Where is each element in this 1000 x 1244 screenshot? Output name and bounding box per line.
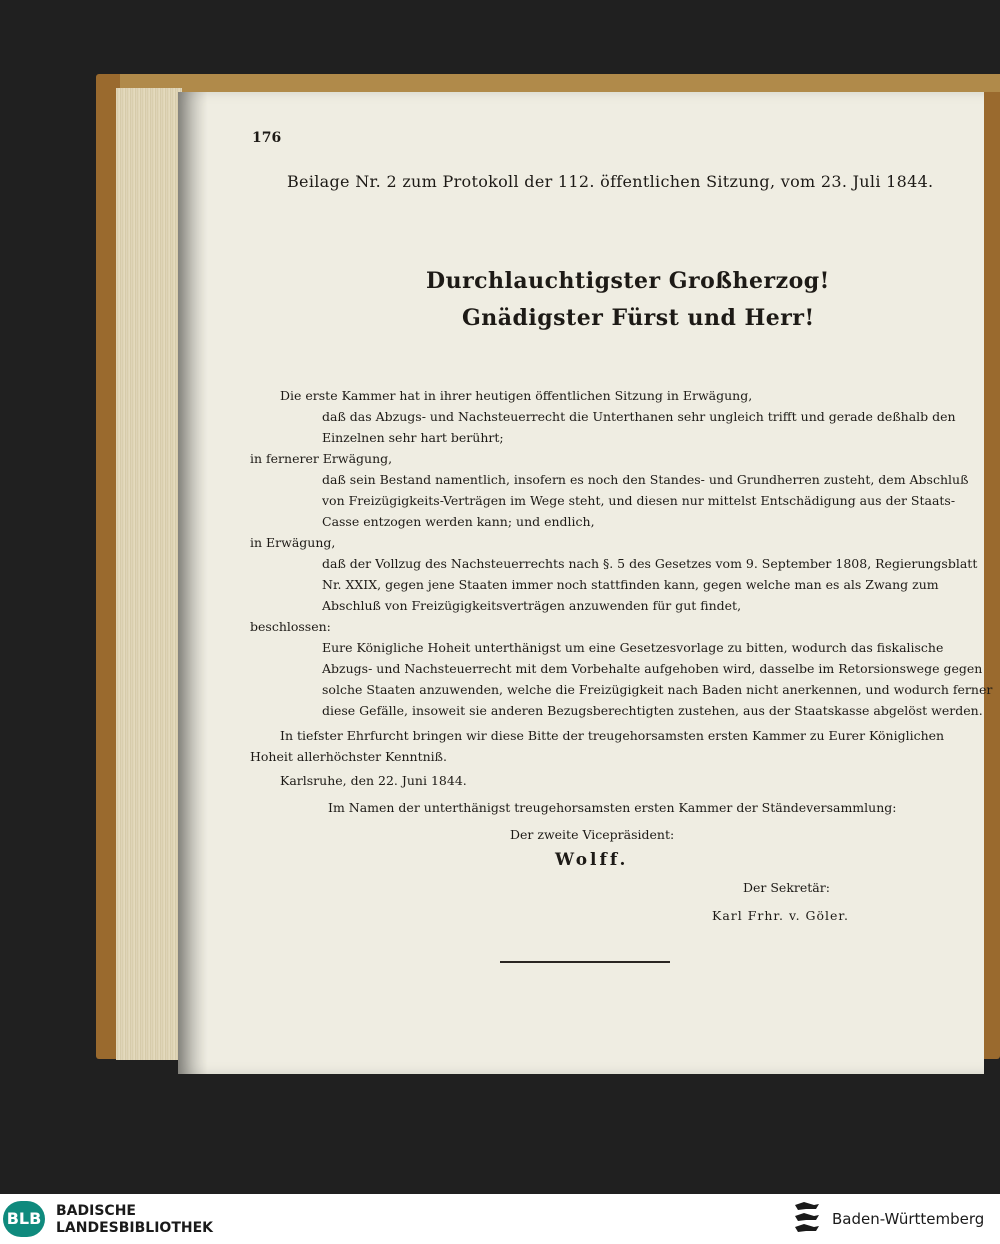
- closing-rule: [500, 961, 670, 963]
- date-line: Karlsruhe, den 22. Juni 1844.: [280, 773, 467, 788]
- library-name[interactable]: [56, 1203, 213, 1237]
- body-line: Im Namen der unterthänigst treugehorsamsten ersten Kammer der Ständeversammlung:: [328, 800, 897, 815]
- body-line: Die erste Kammer hat in ihrer heutigen öffentlichen Sitzung in Erwägung,: [280, 388, 753, 403]
- body-line: von Freizügigkeits-Verträgen im Wege steht, und diesen nur mittelst Entschädigung aus der Staats-: [322, 493, 956, 508]
- body-line: daß sein Bestand namentlich, insofern es noch den Standes- und Grundherren zusteht, dem Abschluß: [322, 472, 969, 487]
- state-name[interactable]: Baden-Württemberg: [832, 1210, 985, 1228]
- body-line: Nr. XXIX, gegen jene Staaten immer noch stattfinden kann, gegen welche man es als Zwang zum: [322, 577, 939, 592]
- body-line: Abschluß von Freizügigkeitsverträgen anzuwenden für gut findet,: [322, 598, 742, 613]
- page-stack: [116, 88, 182, 1060]
- page-number: 176: [252, 130, 282, 146]
- secretary-label: Der Sekretär:: [743, 880, 830, 895]
- body-line: Einzelnen sehr hart berührt;: [322, 430, 504, 445]
- body-line: daß der Vollzug des Nachsteuerrechts nach §. 5 des Gesetzes vom 9. September 1808, Regierungsblatt: [322, 556, 978, 571]
- body-line: in Erwägung,: [250, 535, 336, 550]
- body-line: Eure Königliche Hoheit unterthänigst um eine Gesetzesvorlage zu bitten, wodurch das fiskalische: [322, 640, 944, 655]
- library-name-line-2: LANDESBIBLIOTHEK: [56, 1220, 214, 1236]
- baden-wuerttemberg-lions-icon[interactable]: [792, 1199, 822, 1237]
- salutation-line-2: Gnädigster Fürst und Herr!: [462, 305, 815, 331]
- signature-goeler: Karl Frhr. v. Göler.: [712, 908, 849, 923]
- body-line: Abzugs- und Nachsteuerrecht mit dem Vorbehalte aufgehoben wird, dasselbe im Retorsionswege gegen: [322, 661, 983, 676]
- body-line: Casse entzogen werden kann; und endlich,: [322, 514, 595, 529]
- body-line: daß das Abzugs- und Nachsteuerrecht die Unterthanen sehr ungleich trifft und gerade deßhalb den: [322, 409, 956, 424]
- body-line: beschlossen:: [250, 619, 331, 634]
- body-line: solche Staaten anzuwenden, welche die Freizügigkeit nach Baden nicht anerkennen, und wodurch ferner: [322, 682, 993, 697]
- body-line: diese Gefälle, insoweit sie anderen Bezugsberechtigten zustehen, aus der Staatskasse abgelöst werden.: [322, 703, 983, 718]
- salutation-line-1: Durchlauchtigster Großherzog!: [426, 268, 830, 294]
- page-header: Beilage Nr. 2 zum Protokoll der 112. öffentlichen Sitzung, vom 23. Juli 1844.: [287, 172, 934, 191]
- spine-shadow: [178, 92, 208, 1074]
- signature-wolff: Wolff.: [555, 850, 629, 870]
- book-cover-edge: [120, 74, 1000, 92]
- blb-logo-icon[interactable]: BLB: [3, 1201, 45, 1237]
- library-name-line-1: BADISCHE: [56, 1203, 136, 1219]
- body-line: Hoheit allerhöchster Kenntniß.: [250, 749, 447, 764]
- body-line: in fernerer Erwägung,: [250, 451, 393, 466]
- body-line: In tiefster Ehrfurcht bringen wir diese Bitte der treugehorsamsten ersten Kammer zu Eurer Königlichen: [280, 728, 945, 743]
- body-line: Der zweite Vicepräsident:: [510, 827, 675, 842]
